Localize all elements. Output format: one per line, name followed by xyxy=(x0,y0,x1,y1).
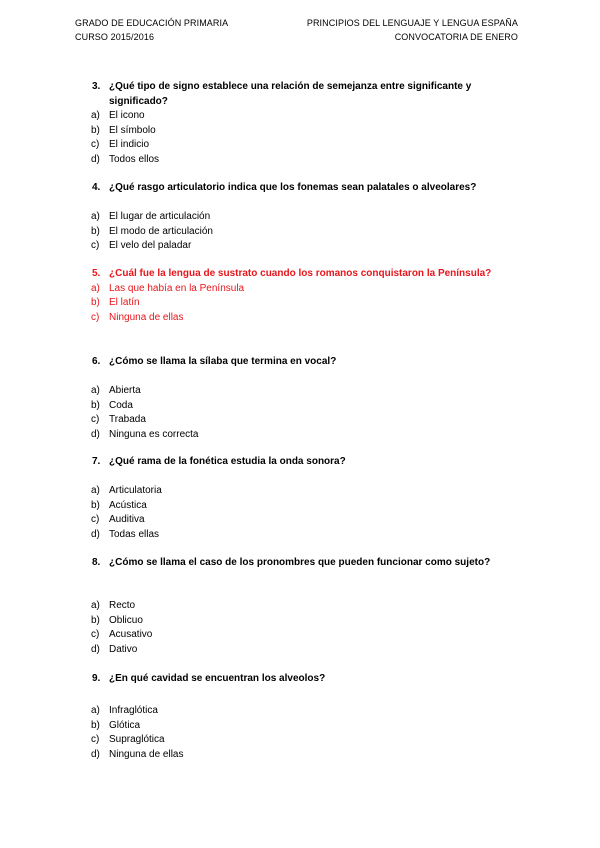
question-text: ¿Cómo se llama la sílaba que termina en vocal? xyxy=(109,356,337,367)
options-list xyxy=(0,210,600,254)
option-letter: b) xyxy=(91,614,100,626)
question-number: 9. xyxy=(92,673,101,684)
option-text: Acusativo xyxy=(109,629,153,640)
option xyxy=(0,225,600,240)
option-text: Coda xyxy=(109,399,133,411)
options-list xyxy=(0,384,600,442)
option-text: El modo de articulación xyxy=(109,225,213,237)
option xyxy=(0,599,600,614)
options-list xyxy=(0,484,600,542)
option xyxy=(0,499,600,514)
subject-title: PRINCIPIOS DEL LENGUAJE Y LENGUA ESPAÑA xyxy=(306,18,518,28)
question-text: ¿En qué cavidad se encuentran los alveolos? xyxy=(109,673,326,684)
option xyxy=(0,428,600,443)
question-text: ¿Qué tipo de signo establece una relación de semejanza entre significante y significado? xyxy=(109,81,472,107)
option-letter: d) xyxy=(91,643,100,655)
option-text: El icono xyxy=(109,110,145,121)
option xyxy=(0,138,600,153)
question-number: 4. xyxy=(92,182,101,193)
question-number: 8. xyxy=(92,557,101,568)
option xyxy=(0,153,600,168)
question-number: 6. xyxy=(92,356,101,367)
question-title xyxy=(92,672,512,704)
option-text: Acústica xyxy=(109,499,147,511)
option xyxy=(0,484,600,499)
option-text: Auditiva xyxy=(109,514,145,525)
question-title xyxy=(92,80,512,109)
option xyxy=(0,733,600,748)
question-text: ¿Cómo se llama el caso de los pronombres que pueden funcionar como sujeto? xyxy=(109,557,491,568)
option-letter: c) xyxy=(91,514,100,525)
option xyxy=(0,311,600,326)
option xyxy=(0,719,600,734)
option-letter: b) xyxy=(91,499,100,511)
option xyxy=(0,413,600,428)
question-number: 5. xyxy=(92,268,101,279)
question-text: ¿Qué rasgo articulatorio indica que los fonemas sean palatales o alveolares? xyxy=(109,182,477,193)
options-list xyxy=(0,109,600,167)
option-text: El indicio xyxy=(109,139,150,150)
option-letter: a) xyxy=(91,485,100,496)
options-list xyxy=(0,282,600,326)
question-title xyxy=(92,181,512,210)
option-text: Las que había en la Península xyxy=(109,282,245,294)
option-letter: b) xyxy=(91,399,100,411)
option-text: Ninguna de ellas xyxy=(109,311,184,323)
option-letter: a) xyxy=(91,211,100,222)
option-text: Ninguna es correcta xyxy=(109,428,199,440)
option-text: Oblicuo xyxy=(109,614,143,626)
option-letter: b) xyxy=(91,225,100,237)
question-title xyxy=(92,355,512,384)
header-right xyxy=(307,16,518,44)
header-left xyxy=(75,16,228,44)
option xyxy=(0,643,600,658)
option-text: Dativo xyxy=(109,643,138,655)
option-letter: b) xyxy=(91,719,100,731)
option-letter: c) xyxy=(91,734,100,745)
question-4 xyxy=(0,181,600,254)
option-letter: c) xyxy=(91,240,100,251)
option-letter: c) xyxy=(91,311,100,323)
option-letter: d) xyxy=(91,528,100,540)
option xyxy=(0,513,600,528)
option-text: Supraglótica xyxy=(109,734,165,745)
degree-title: GRADO DE EDUCACIÓN PRIMARIA xyxy=(75,18,229,28)
question-3 xyxy=(0,80,600,167)
option-text: Articulatoria xyxy=(109,485,162,496)
option-letter: c) xyxy=(91,139,100,150)
option-letter: a) xyxy=(91,282,100,294)
option xyxy=(0,282,600,297)
option-letter: a) xyxy=(91,385,100,396)
option-text: El símbolo xyxy=(109,124,156,136)
question-title xyxy=(92,267,512,282)
option-letter: d) xyxy=(91,153,100,165)
question-number: 7. xyxy=(92,456,101,467)
question-title xyxy=(92,455,512,484)
question-text: ¿Qué rama de la fonética estudia la onda sonora? xyxy=(109,456,346,467)
course-year: CURSO 2015/2016 xyxy=(75,32,155,42)
options-list xyxy=(0,599,600,657)
option-text: Todas ellas xyxy=(109,528,160,540)
option xyxy=(0,628,600,643)
option xyxy=(0,296,600,311)
option-letter: b) xyxy=(91,124,100,136)
option xyxy=(0,748,600,763)
option-text: Trabada xyxy=(109,414,146,425)
option-letter: c) xyxy=(91,629,100,640)
option-text: Recto xyxy=(109,600,136,611)
question-title xyxy=(92,556,512,599)
option-letter: a) xyxy=(91,600,100,611)
option-text: Abierta xyxy=(109,385,141,396)
option-text: El velo del paladar xyxy=(109,240,192,251)
question-number: 3. xyxy=(92,81,101,92)
option-text: Todos ellos xyxy=(109,153,160,165)
exam-session: CONVOCATORIA DE ENERO xyxy=(394,32,518,42)
option xyxy=(0,210,600,225)
question-7 xyxy=(0,455,600,542)
option-letter: d) xyxy=(91,748,100,760)
question-5 xyxy=(0,267,600,325)
option xyxy=(0,399,600,414)
option-letter: c) xyxy=(91,414,100,425)
option-text: Ninguna de ellas xyxy=(109,748,184,760)
question-8 xyxy=(0,556,600,657)
option xyxy=(0,124,600,139)
option xyxy=(0,384,600,399)
options-list xyxy=(0,704,600,762)
option-letter: a) xyxy=(91,705,100,716)
option xyxy=(0,528,600,543)
option xyxy=(0,239,600,254)
option-letter: a) xyxy=(91,110,100,121)
option xyxy=(0,704,600,719)
option-text: Infraglótica xyxy=(109,705,158,716)
question-9 xyxy=(0,672,600,762)
question-6 xyxy=(0,355,600,442)
option-letter: d) xyxy=(91,428,100,440)
option xyxy=(0,614,600,629)
option xyxy=(0,109,600,124)
option-text: El lugar de articulación xyxy=(109,211,211,222)
question-text: ¿Cuál fue la lengua de sustrato cuando los romanos conquistaron la Península? xyxy=(109,268,492,279)
option-letter: b) xyxy=(91,297,100,308)
option-text: Glótica xyxy=(109,719,141,731)
option-text: El latín xyxy=(109,297,140,308)
